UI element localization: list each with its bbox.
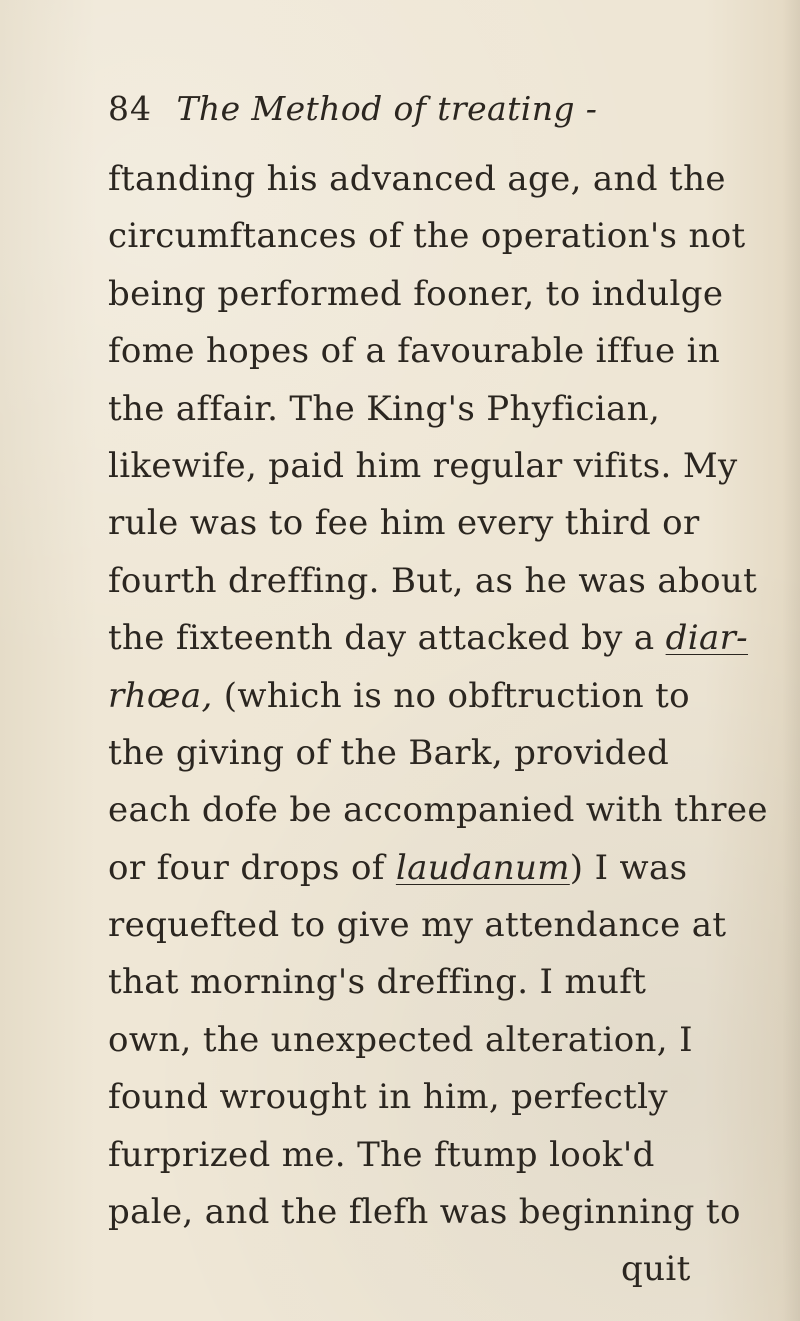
text-segment: fourth dreffing. But, as he was about bbox=[108, 560, 758, 601]
page-number: 84 bbox=[108, 89, 152, 128]
text-segment: the giving of the Bark, provided bbox=[108, 732, 670, 773]
text-segment: that morning's dreffing. I muft bbox=[108, 962, 647, 1003]
italic-text: diar- bbox=[665, 618, 749, 659]
text-line bbox=[108, 1184, 768, 1241]
text-segment: ftanding his advanced age, and the bbox=[108, 159, 726, 199]
text-segment: quit bbox=[621, 1249, 691, 1290]
page-header bbox=[108, 87, 728, 131]
text-segment: the affair. The King's Phyfician, bbox=[108, 388, 661, 429]
text-segment: pale, and the flefh was beginning to bbox=[108, 1192, 741, 1233]
text-segment: furprized me. The ftump look'd bbox=[108, 1134, 655, 1175]
text-line bbox=[108, 610, 768, 667]
text-line bbox=[108, 208, 768, 265]
text-segment: being performed fooner, to indulge bbox=[108, 273, 724, 314]
text-segment: found wrought in him, perfectly bbox=[108, 1077, 668, 1118]
body-text bbox=[108, 151, 768, 1299]
text-line bbox=[108, 381, 768, 438]
text-line bbox=[108, 438, 768, 495]
text-segment: each dofe be accompanied with three bbox=[108, 790, 768, 831]
text-line bbox=[108, 1012, 768, 1069]
text-line bbox=[108, 725, 768, 782]
text-segment: the fixteenth day attacked by a bbox=[108, 618, 666, 659]
running-title: The Method of treating - bbox=[176, 89, 598, 128]
text-line bbox=[108, 323, 768, 380]
text-segment: ) I was bbox=[569, 847, 688, 888]
text-segment: rule was to fee him every third or bbox=[108, 503, 700, 544]
italic-text: laudanum bbox=[395, 847, 570, 888]
text-line bbox=[108, 1127, 768, 1184]
text-segment: requefted to give my attendance at bbox=[108, 905, 727, 946]
italic-text: rhœa, bbox=[108, 675, 213, 716]
text-line bbox=[108, 1069, 768, 1126]
text-line bbox=[108, 151, 768, 208]
text-line bbox=[108, 668, 768, 725]
page-edge-shadow bbox=[782, 0, 800, 1321]
text-line bbox=[108, 266, 768, 323]
text-line bbox=[108, 553, 768, 610]
text-line bbox=[108, 897, 768, 954]
text-line bbox=[108, 495, 768, 552]
text-segment: likewife, paid him regular vifits. My bbox=[108, 445, 738, 486]
text-line bbox=[108, 954, 768, 1011]
text-segment: own, the unexpected alteration, I bbox=[108, 1019, 693, 1060]
text-segment: fome hopes of a favourable iffue in bbox=[108, 331, 721, 372]
text-segment: circumftances of the operation's not bbox=[108, 216, 746, 257]
text-line bbox=[108, 840, 768, 897]
text-segment: or four drops of bbox=[108, 847, 396, 888]
text-line bbox=[108, 1241, 768, 1298]
text-line bbox=[108, 782, 768, 839]
text-segment: (which is no obftruction to bbox=[212, 675, 690, 716]
